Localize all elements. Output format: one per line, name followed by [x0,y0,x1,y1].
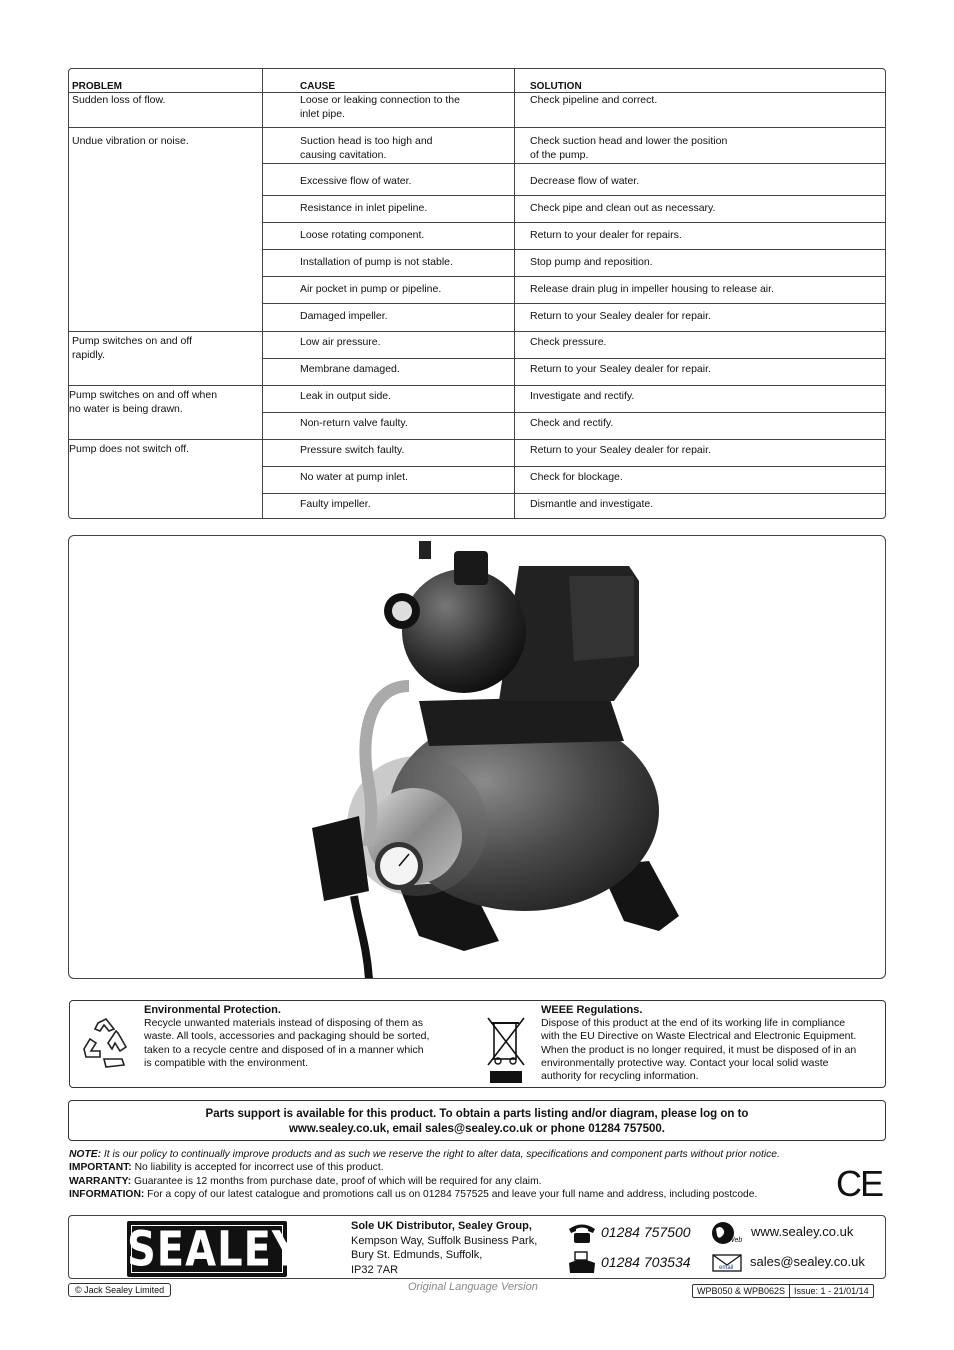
solution-cell: Check pressure. [530,336,607,348]
environment-text: Recycle unwanted materials instead of disposing of them as waste. All tools, accessories and packaging should be sorted, taken to a recycle centre and disposed of in a manner which is compatible with the environment. [144,1017,430,1069]
problem-cell: Pump switches on and off rapidly. [72,335,193,361]
header-problem: PROBLEM [72,81,122,92]
row-divider [69,331,886,332]
cause-cell: Damaged impeller. [300,310,388,322]
solution-cell: Check suction head and lower the position of the pump. [530,135,728,161]
problem-cell: Undue vibration or noise. [72,135,189,147]
row-divider [262,466,886,467]
solution-cell: Check and rectify. [530,417,614,429]
distributor-address: Sole UK Distributor, Sealey Group, Kempson Way, Suffolk Business Park, Bury St. Edmunds, Suffolk, IP32 7AR [351,1220,538,1276]
cause-cell: Pressure switch faulty. [300,444,405,456]
pump-illustration [69,536,886,979]
important-line: IMPORTANT: No liability is accepted for incorrect use of this product. [69,1162,384,1174]
problem-cell: Pump switches on and off when no water is being drawn. [69,389,218,415]
power-cable [354,896,369,979]
cause-cell: Membrane damaged. [300,363,400,375]
environment-weee-box [69,1000,886,1088]
web-icon-label: Web [728,1237,743,1244]
solution-cell: Return to your dealer for repairs. [530,229,682,241]
original-language-label: Original Language Version [408,1281,538,1293]
cause-cell: Leak in output side. [300,390,392,402]
cable-gland [419,541,431,559]
model-code: WPB050 & WPB062S [697,1286,786,1296]
solution-cell: Return to your Sealey dealer for repair. [530,363,711,375]
row-divider [262,358,886,359]
solution-cell: Stop pump and reposition. [530,256,653,268]
row-divider [262,493,886,494]
cause-cell: No water at pump inlet. [300,471,408,483]
cause-cell: Resistance in inlet pipeline. [300,202,428,214]
email-icon-label: email [719,1265,734,1271]
row-divider [262,412,886,413]
website-link[interactable]: www.sealey.co.uk [751,1224,854,1239]
cause-cell: Air pocket in pump or pipeline. [300,283,442,295]
troubleshooting-table [68,68,886,519]
solution-cell: Dismantle and investigate. [530,498,654,510]
problem-cell: Pump does not switch off. [69,443,190,455]
cause-cell: Faulty impeller. [300,498,371,510]
cause-cell: Installation of pump is not stable. [300,256,453,268]
fax-icon [567,1251,597,1275]
cause-cell: Suction head is too high and causing cavitation. [300,135,433,161]
parts-support-line2: www.sealey.co.uk, email sales@sealey.co.uk or phone 01284 757500. [288,1123,665,1135]
pressure-switch [312,816,369,901]
information-line: INFORMATION: For a copy of our latest catalogue and promotions call us on 01284 757525 and leave your full name and address, including postcode. [69,1188,758,1200]
priming-plug [454,551,488,585]
issue-date: Issue: 1 - 21/01/14 [789,1285,873,1297]
weee-text: Dispose of this product at the end of its working life in compliance with the EU Directive on Waste Electrical and Electronic Equipment. When the product is no longer required, it must be disposed of in an environmentally protective way. Contact your local solid waste authority for recycling information. [541,1017,857,1083]
ce-mark: CE [836,1163,883,1204]
solution-cell: Check pipeline and correct. [530,94,658,106]
warranty-line: WARRANTY: Guarantee is 12 months from purchase date, proof of which will be required for any claim. [69,1175,542,1187]
row-divider [69,127,886,128]
pump-head [402,569,526,693]
row-divider [69,439,886,440]
phone-number[interactable]: 01284 757500 [601,1224,691,1240]
cause-cell: Low air pressure. [300,336,381,348]
legal-notes [69,1148,859,1201]
cause-cell: Non-return valve faulty. [300,417,408,429]
footer-box [68,1215,886,1279]
motor-mount [419,696,624,746]
weee-bin-icon [484,1015,528,1085]
inlet-thread [392,601,412,621]
pump-motor-fins [569,576,634,661]
logo-text: SEALEY [127,1222,302,1278]
parts-support-box [68,1100,886,1141]
weee-title: WEEE Regulations. [541,1004,643,1016]
problem-cell: Sudden loss of flow. [72,94,166,106]
fax-number[interactable]: 01284 703534 [601,1254,691,1270]
column-divider [262,69,263,518]
row-divider [262,222,886,223]
row-divider [69,385,886,386]
cause-cell: Loose or leaking connection to the inlet pipe. [300,94,460,120]
header-cause: CAUSE [300,81,336,92]
email-link[interactable]: sales@sealey.co.uk [750,1254,865,1269]
model-issue-badge [692,1284,874,1298]
row-divider [262,163,886,164]
row-divider [262,276,886,277]
product-image-frame [68,535,886,979]
solution-cell: Return to your Sealey dealer for repair. [530,310,711,322]
solution-cell: Decrease flow of water. [530,175,640,187]
row-divider [262,303,886,304]
environment-title: Environmental Protection. [144,1004,281,1016]
sealey-logo [127,1221,302,1278]
recycle-icon [78,1017,134,1071]
cause-cell: Excessive flow of water. [300,175,412,187]
row-divider [69,92,886,93]
row-divider [262,195,886,196]
telephone-icon [567,1222,597,1244]
parts-support-line1: Parts support is available for this product. To obtain a parts listing and/or diagram, please log on to [205,1108,749,1120]
solution-cell: Return to your Sealey dealer for repair. [530,444,711,456]
cause-cell: Loose rotating component. [300,229,425,241]
header-solution: SOLUTION [530,81,582,92]
row-divider [262,249,886,250]
solution-cell: Check for blockage. [530,471,623,483]
solution-cell: Investigate and rectify. [530,390,635,402]
solution-cell: Release drain plug in impeller housing to release air. [530,283,774,295]
column-divider [514,69,515,518]
solution-cell: Check pipe and clean out as necessary. [530,202,716,214]
note-line: NOTE: It is our policy to continually improve products and as such we reserve the right to alter data, specifications and component parts without prior notice. [69,1149,780,1160]
copyright-badge: © Jack Sealey Limited [68,1283,171,1297]
